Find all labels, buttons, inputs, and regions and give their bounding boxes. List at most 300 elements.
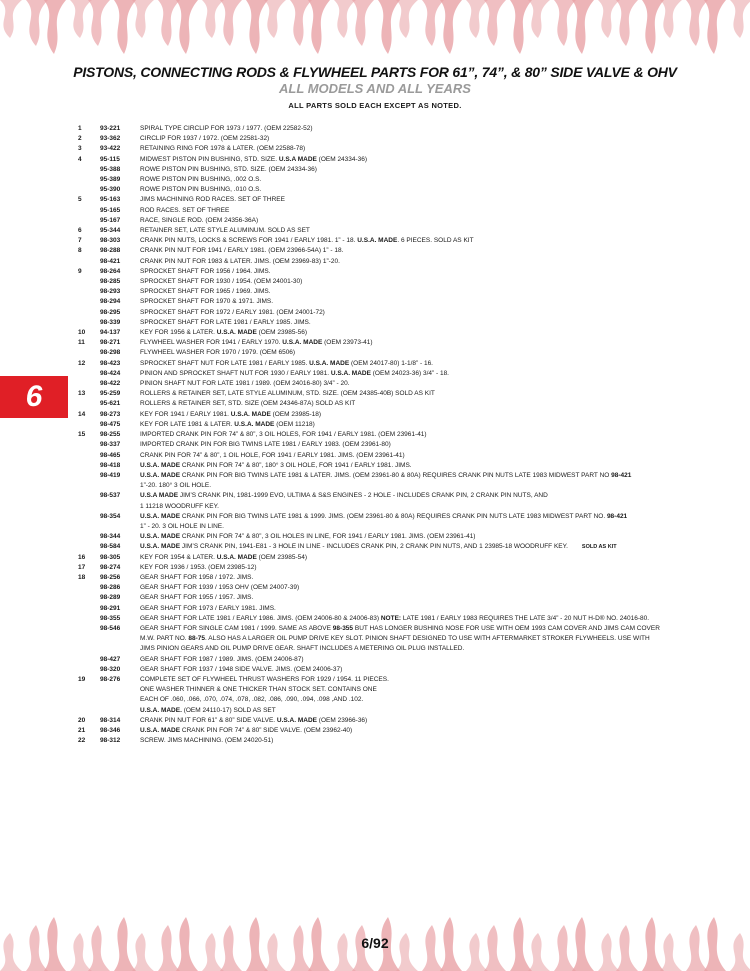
part-description: [140, 144, 718, 154]
part-description: [140, 593, 718, 603]
list-item: [78, 563, 718, 573]
list-item: [78, 175, 718, 185]
description-text: IMPORTED CRANK PIN FOR 74” & 80”, 3 OIL HOLES, FOR 1941 / EARLY 1981. (OEM 23961-41): [140, 431, 427, 439]
description-text-continued: (OEM 24334-36): [316, 155, 368, 163]
bold-text: U.S.A. MADE: [357, 237, 398, 245]
item-number: 5: [78, 196, 82, 204]
bold-text: U.S.A. MADE: [234, 420, 275, 428]
part-number: [100, 644, 140, 654]
list-item: [78, 185, 718, 195]
part-number: 93-422: [100, 145, 121, 153]
description-text: CRANK PIN FOR 74” & 80”, 1 OIL HOLE, FOR 1941 / EARLY 1981. JIMS. (OEM 23961-41): [140, 451, 405, 459]
item-number: [78, 542, 100, 552]
part-description: [140, 604, 718, 614]
part-description: [140, 542, 718, 552]
list-item: [78, 144, 718, 154]
bold-text: U.S.A. MADE: [140, 533, 181, 541]
item-number: [78, 257, 100, 267]
part-number: 98-288: [100, 247, 121, 255]
part-description: [140, 226, 718, 236]
flame-shape: [484, 0, 506, 46]
part-number: 98-293: [100, 288, 121, 296]
description-text-continued: BUT HAS LONGER BUSHING NOSE FOR USE WITH OEM 1993 CAM COVER AND JIMS CAM COVER: [353, 624, 660, 632]
flame-shape: [616, 0, 638, 46]
part-number: 98-286: [100, 584, 121, 592]
list-item: [78, 706, 718, 716]
part-number: 98-427: [100, 655, 121, 663]
part-number: 98-298: [100, 349, 121, 357]
part-description: [140, 246, 718, 256]
part-number: 98-475: [100, 420, 121, 428]
description-text: COMPLETE SET OF FLYWHEEL THRUST WASHERS FOR 1929 / 1954. 11 PIECES.: [140, 675, 389, 683]
list-item: [78, 451, 718, 461]
item-number: [78, 461, 100, 471]
bold-text: U.S.A MADE: [278, 155, 317, 163]
description-text-continued: . 6 PIECES. SOLD AS KIT: [397, 237, 474, 245]
list-item: [78, 655, 718, 665]
part-number: 98-339: [100, 318, 121, 326]
description-text: KEY FOR 1956 & LATER.: [140, 329, 217, 337]
description-text: RETAINING RING FOR 1978 & LATER. (OEM 22588-78): [140, 145, 306, 153]
item-number: 8: [78, 247, 82, 255]
part-description: [140, 399, 718, 409]
part-number: [100, 522, 140, 532]
item-number: [78, 685, 100, 695]
flame-shape: [334, 0, 356, 38]
item-number: [78, 593, 100, 603]
part-description: [140, 124, 718, 134]
part-description: [140, 706, 718, 716]
flame-shape: [396, 0, 418, 38]
part-number: 95-165: [100, 206, 121, 214]
list-item: [78, 614, 718, 624]
part-description: [140, 379, 718, 389]
bold-text: U.S.A. MADE: [230, 410, 271, 418]
list-item: [78, 348, 718, 358]
bold-text: 98-355: [332, 624, 354, 632]
description-text: EACH OF .060, .066, .070, .074, .078, .082, .086, .090, .094, .098 ,AND .102.: [140, 696, 364, 704]
part-number: 98-314: [100, 716, 121, 724]
part-number: 95-389: [100, 176, 121, 184]
part-description: [140, 277, 718, 287]
part-number: 95-388: [100, 165, 121, 173]
part-description: [140, 491, 718, 501]
description-text-continued: CRANK PIN FOR 74” & 80”, 3 OIL HOLES IN LINE, FOR 1941 / EARLY 1981. JIMS. (OEM 23961-41): [180, 533, 476, 541]
part-number: 98-344: [100, 533, 121, 541]
description-text: CIRCLIP FOR 1937 / 1972. (OEM 22581-32): [140, 135, 270, 143]
part-description: [140, 634, 718, 644]
description-text: SPROCKET SHAFT FOR 1930 / 1954. (OEM 24001-30): [140, 278, 303, 286]
sold-each-note: ALL PARTS SOLD EACH EXCEPT AS NOTED.: [288, 101, 462, 110]
part-description: [140, 624, 718, 634]
part-description: [140, 185, 718, 195]
description-text-continued: (OEM 23985-18): [270, 410, 322, 418]
item-number: 19: [78, 675, 86, 683]
flame-shape: [132, 0, 154, 38]
list-item: [78, 512, 718, 522]
flame-shape: [510, 0, 532, 54]
description-text: SPROCKET SHAFT NUT FOR LATE 1981 / EARLY 1985.: [140, 359, 310, 367]
description-text: KEY FOR 1936 / 1953. (OEM 23985-12): [140, 563, 257, 571]
list-item: [78, 593, 718, 603]
part-description: [140, 216, 718, 226]
sold-as-kit-tag: SOLD AS KIT: [581, 544, 617, 551]
list-item: [78, 124, 718, 134]
part-number: 98-303: [100, 237, 121, 245]
item-number: [78, 655, 100, 665]
part-number: 98-255: [100, 431, 121, 439]
bold-text: 88-75: [188, 635, 206, 643]
part-description: [140, 195, 718, 205]
part-description: [140, 308, 718, 318]
description-text: KEY FOR LATE 1981 & LATER.: [140, 420, 235, 428]
item-number: [78, 481, 100, 491]
flame-shape: [26, 0, 48, 46]
item-number: [78, 297, 100, 307]
list-item: [78, 716, 718, 726]
description-text: SCREW. JIMS MACHINING. (OEM 24020-51): [140, 737, 274, 745]
flame-shape: [422, 0, 444, 46]
description-text: FLYWHEEL WASHER FOR 1941 / EARLY 1970.: [140, 339, 283, 347]
description-text: GEAR SHAFT FOR 1937 / 1948 SIDE VALVE. JIMS. (OEM 24006-37): [140, 665, 343, 673]
list-item: [78, 338, 718, 348]
flame-shape: [572, 0, 594, 54]
description-text: JIMS MACHINING ROD RACES. SET OF THREE: [140, 196, 285, 204]
description-text: SPROCKET SHAFT FOR 1956 / 1964. JIMS.: [140, 267, 271, 275]
part-description: [140, 583, 718, 593]
item-number: 20: [78, 716, 86, 724]
item-number: [78, 399, 100, 409]
description-text-continued: (OEM 23985-56): [256, 329, 308, 337]
part-description: [140, 716, 718, 726]
part-number: 98-271: [100, 339, 121, 347]
flame-shape: [554, 0, 576, 46]
part-number: 98-264: [100, 267, 121, 275]
bold-text: U.S.A. MADE: [216, 553, 257, 561]
item-number: [78, 522, 100, 532]
description-text-continued: JIM’S CRANK PIN, 1981-1999 EVO, ULTIMA & S&S ENGINES - 2 HOLE - INCLUDES CRANK PIN, 2 CRANK PIN NUTS, AND: [178, 492, 548, 500]
description-text: ROD RACES. SET OF THREE: [140, 206, 230, 214]
part-description: [140, 461, 718, 471]
list-item: [78, 165, 718, 175]
bold-text: U.S.A MADE: [140, 492, 179, 500]
description-text: GEAR SHAFT FOR 1939 / 1953 OHV (OEM 24007-39): [140, 584, 300, 592]
description-text: GEAR SHAFT FOR 1987 / 1989. JIMS. (OEM 24006-87): [140, 655, 304, 663]
description-text-continued: (OEM 11218): [274, 420, 315, 428]
description-text-continued: CRANK PIN FOR BIG TWINS LATE 1981 & LATER. JIMS. (OEM 23961-80 & 80A) REQUIRES CRANK PIN NUTS LATE 1983 MIDWEST PART NO: [180, 471, 612, 479]
list-item: [78, 399, 718, 409]
list-item: [78, 134, 718, 144]
flame-shape: [686, 0, 708, 46]
part-number: 98-289: [100, 594, 121, 602]
part-number: 98-274: [100, 563, 121, 571]
part-number: 98-346: [100, 726, 121, 734]
part-number: 98-337: [100, 441, 121, 449]
item-number: 21: [78, 726, 86, 734]
list-item: [78, 236, 718, 246]
part-number: 98-419: [100, 471, 121, 479]
part-description: [140, 471, 718, 481]
part-description: [140, 348, 718, 358]
item-number: [78, 624, 100, 634]
list-item: [78, 257, 718, 267]
description-text: RETAINER SET, LATE STYLE ALUMINUM. SOLD AS SET: [140, 227, 310, 235]
part-number: 98-584: [100, 543, 121, 551]
description-text: JIMS PINION GEARS AND OIL PUMP DRIVE GEAR. SHAFT INCLUDES A METERING OIL PLUG INSTALLED.: [140, 645, 465, 653]
flame-shape: [642, 0, 664, 54]
list-item: [78, 389, 718, 399]
part-number: 98-294: [100, 298, 121, 306]
description-text: CRANK PIN NUT FOR 1983 & LATER. JIMS. (OEM 23969-83) 1”-20.: [140, 257, 340, 265]
list-item: [78, 491, 718, 501]
item-number: [78, 420, 100, 430]
flame-shape: [704, 0, 726, 54]
list-item: [78, 583, 718, 593]
list-item: [78, 410, 718, 420]
description-text: PINION AND SPROCKET SHAFT NUT FOR 1930 / EARLY 1981.: [140, 369, 331, 377]
list-item: [78, 542, 718, 552]
description-text: ROWE PISTON PIN BUSHING, .002 O.S.: [140, 176, 262, 184]
list-item: [78, 502, 718, 512]
list-item: [78, 246, 718, 256]
item-number: [78, 277, 100, 287]
bold-text: U.S.A. MADE: [140, 471, 181, 479]
bold-text: U.S.A. MADE: [330, 369, 371, 377]
bold-text: U.S.A. MADE: [140, 726, 181, 734]
item-number: 17: [78, 563, 86, 571]
flame-shape: [598, 0, 620, 38]
bold-text: U.S.A. MADE: [282, 339, 323, 347]
flame-shape: [440, 0, 462, 54]
part-number: 98-354: [100, 512, 121, 520]
bold-text: NOTE:: [380, 614, 402, 622]
part-number: 98-422: [100, 380, 121, 388]
description-text-continued: (OEM 23973-41): [322, 339, 373, 347]
list-item: [78, 430, 718, 440]
flame-shape: [88, 0, 110, 46]
part-description: [140, 481, 718, 491]
flame-shape: [70, 0, 92, 38]
list-item: [78, 695, 718, 705]
item-number: [78, 165, 100, 175]
list-item: [78, 644, 718, 654]
item-number: 18: [78, 573, 86, 581]
flame-shape: [44, 0, 66, 54]
part-number: 98-285: [100, 278, 121, 286]
item-number: 4: [78, 155, 82, 163]
bold-text: U.S.A. MADE.: [140, 706, 182, 714]
item-number: 11: [78, 339, 85, 347]
item-number: [78, 175, 100, 185]
description-text: SPROCKET SHAFT FOR 1970 & 1971. JIMS.: [140, 298, 274, 306]
flame-shape: [528, 0, 550, 38]
description-text: SPROCKET SHAFT FOR 1972 / EARLY 1981. (OEM 24001-72): [140, 308, 325, 316]
part-number: 98-355: [100, 614, 121, 622]
flame-shape: [730, 0, 750, 38]
section-tab: [0, 376, 68, 418]
description-text: ONE WASHER THINNER & ONE THICKER THAN STOCK SET. CONTAINS ONE: [140, 686, 377, 694]
part-number: 95-163: [100, 196, 121, 204]
part-number: [100, 695, 140, 705]
description-text: 1”-20. 180° 3 OIL HOLE.: [140, 482, 212, 490]
part-description: [140, 134, 718, 144]
item-number: [78, 491, 100, 501]
part-number: 95-390: [100, 186, 121, 194]
item-number: 7: [78, 237, 82, 245]
part-description: [140, 695, 718, 705]
item-number: [78, 604, 100, 614]
flame-shape: [202, 0, 224, 38]
bold-part-ref: 98-421: [611, 471, 632, 479]
part-number: 98-421: [100, 257, 121, 265]
description-text-continued: JIM’S CRANK PIN, 1941-E81 - 3 HOLE IN LINE - INCLUDES CRANK PIN, 2 CRANK PIN NUTS, AND 1 23985-18 WOODRUFF KEY.: [180, 543, 568, 551]
part-number: [100, 502, 140, 512]
part-number: 98-291: [100, 604, 121, 612]
parts-list: [78, 124, 718, 746]
flame-shape: [466, 0, 488, 38]
list-item: [78, 481, 718, 491]
description-text: ROWE PISTON PIN BUSHING, STD. SIZE. (OEM 24334-36): [140, 165, 317, 173]
flame-shape: [352, 0, 374, 46]
page-subtitle: ALL MODELS AND ALL YEARS: [279, 81, 471, 96]
part-description: [140, 267, 718, 277]
list-item: [78, 685, 718, 695]
description-text: CRANK PIN NUTS, LOCKS & SCREWS FOR 1941 / EARLY 1981. 1” - 18.: [140, 237, 358, 245]
list-item: [78, 359, 718, 369]
part-number: 98-423: [100, 359, 121, 367]
description-text: GEAR SHAFT FOR SINGLE CAM 1981 / 1999. SAME AS ABOVE: [140, 624, 333, 632]
description-text-continued: (OEM 24110-17) SOLD AS SET: [181, 706, 276, 714]
item-number: [78, 614, 100, 624]
list-item: [78, 665, 718, 675]
list-item: [78, 604, 718, 614]
flame-shape: [246, 0, 268, 54]
item-number: [78, 318, 100, 328]
flame-shape: [220, 0, 242, 46]
part-description: [140, 430, 718, 440]
part-number: 95-259: [100, 390, 121, 398]
item-number: [78, 451, 100, 461]
part-description: [140, 553, 718, 563]
description-text: GEAR SHAFT FOR LATE 1981 / EARLY 1986. JIMS. (OEM 24006-80 & 24006-83): [140, 614, 381, 622]
list-item: [78, 471, 718, 481]
part-description: [140, 726, 718, 736]
item-number: [78, 287, 100, 297]
description-text: GEAR SHAFT FOR 1958 / 1972. JIMS.: [140, 573, 254, 581]
part-description: [140, 573, 718, 583]
description-text-continued: (OEM 23966-36): [317, 716, 368, 724]
description-text-continued: (OEM 24023-36) 3/4” - 18.: [370, 369, 449, 377]
description-text: ROLLERS & RETAINER SET, LATE STYLE ALUMINUM, STD. SIZE. (OEM 24385-40B) SOLD AS KIT: [140, 390, 435, 398]
part-description: [140, 359, 718, 369]
flame-shape: [660, 0, 682, 38]
part-number: 95-344: [100, 227, 121, 235]
bold-text: U.S.A. MADE: [309, 359, 350, 367]
part-description: [140, 665, 718, 675]
description-text-continued: (OEM 24017-80) 1-1/8” - 16.: [349, 359, 433, 367]
item-number: [78, 216, 100, 226]
bold-part-ref: 98-421: [606, 512, 628, 520]
item-number: [78, 634, 100, 644]
description-text: ROWE PISTON PIN BUSHING, .010 O.S.: [140, 186, 262, 194]
list-item: [78, 318, 718, 328]
flame-shape: [264, 0, 286, 38]
part-description: [140, 644, 718, 654]
part-description: [140, 451, 718, 461]
flame-shape: [308, 0, 330, 54]
flame-banner-top: [0, 0, 750, 60]
list-item: [78, 420, 718, 430]
part-number: 98-312: [100, 737, 121, 745]
description-text: 1 11218 WOODRUFF KEY.: [140, 502, 219, 510]
part-number: 93-221: [100, 125, 121, 132]
flame-shape: [378, 0, 400, 54]
list-item: [78, 440, 718, 450]
part-description: [140, 685, 718, 695]
page-title: PISTONS, CONNECTING RODS & FLYWHEEL PARTS FOR 61”, 74”, & 80” SIDE VALVE & OHV: [73, 64, 677, 80]
part-description: [140, 287, 718, 297]
list-item: [78, 675, 718, 685]
part-description: [140, 736, 718, 746]
description-text: GEAR SHAFT FOR 1973 / EARLY 1981. JIMS.: [140, 604, 276, 612]
item-number: 10: [78, 329, 86, 337]
description-text: SPROCKET SHAFT FOR 1965 / 1969. JIMS.: [140, 288, 271, 296]
list-item: [78, 634, 718, 644]
description-text: SPROCKET SHAFT FOR LATE 1981 / EARLY 1985. JIMS.: [140, 318, 311, 326]
flame-shape: [114, 0, 136, 54]
item-number: 6: [78, 227, 82, 235]
item-number: 22: [78, 737, 86, 745]
item-number: 3: [78, 145, 82, 153]
list-item: [78, 155, 718, 165]
description-text-continued: CRANK PIN FOR BIG TWINS LATE 1981 & 1999. JIMS. (OEM 23961-80 & 80A) REQUIRES CRANK PIN NUTS LATE 1983 MIDWEST PART NO.: [180, 512, 607, 520]
description-text: 1” - 20. 3 OIL HOLE IN LINE.: [140, 522, 224, 530]
part-description: [140, 675, 718, 685]
item-number: [78, 206, 100, 216]
part-description: [140, 369, 718, 379]
part-number: 93-362: [100, 135, 121, 143]
bold-text: U.S.A. MADE: [140, 512, 181, 520]
part-description: [140, 236, 718, 246]
part-number: 98-276: [100, 675, 121, 683]
item-number: 9: [78, 267, 82, 275]
item-number: 13: [78, 390, 86, 398]
item-number: [78, 532, 100, 542]
list-item: [78, 726, 718, 736]
part-number: 98-305: [100, 553, 121, 561]
item-number: [78, 665, 100, 675]
item-number: 12: [78, 359, 86, 367]
description-text-continued: CRANK PIN FOR 74” & 80”, 180° 3 OIL HOLE, FOR 1941 / EARLY 1981. JIMS.: [180, 461, 412, 469]
description-text: CRANK PIN NUT FOR 1941 / EARLY 1981. (OEM 23966-54A) 1” - 18.: [140, 247, 344, 255]
description-text: MIDWEST PISTON PIN BUSHING, STD. SIZE.: [140, 155, 279, 163]
item-number: [78, 369, 100, 379]
bold-text: U.S.A. MADE: [216, 329, 257, 337]
list-item: [78, 277, 718, 287]
description-text: FLYWHEEL WASHER FOR 1970 / 1979. (OEM 6506): [140, 349, 296, 357]
list-item: [78, 216, 718, 226]
list-item: [78, 297, 718, 307]
flame-shape: [158, 0, 180, 46]
list-item: [78, 624, 718, 634]
page-number: 6/92: [361, 935, 389, 951]
part-description: [140, 410, 718, 420]
item-number: [78, 512, 100, 522]
part-number: [100, 634, 140, 644]
part-number: 98-465: [100, 451, 121, 459]
item-number: 14: [78, 410, 86, 418]
item-number: 15: [78, 431, 86, 439]
